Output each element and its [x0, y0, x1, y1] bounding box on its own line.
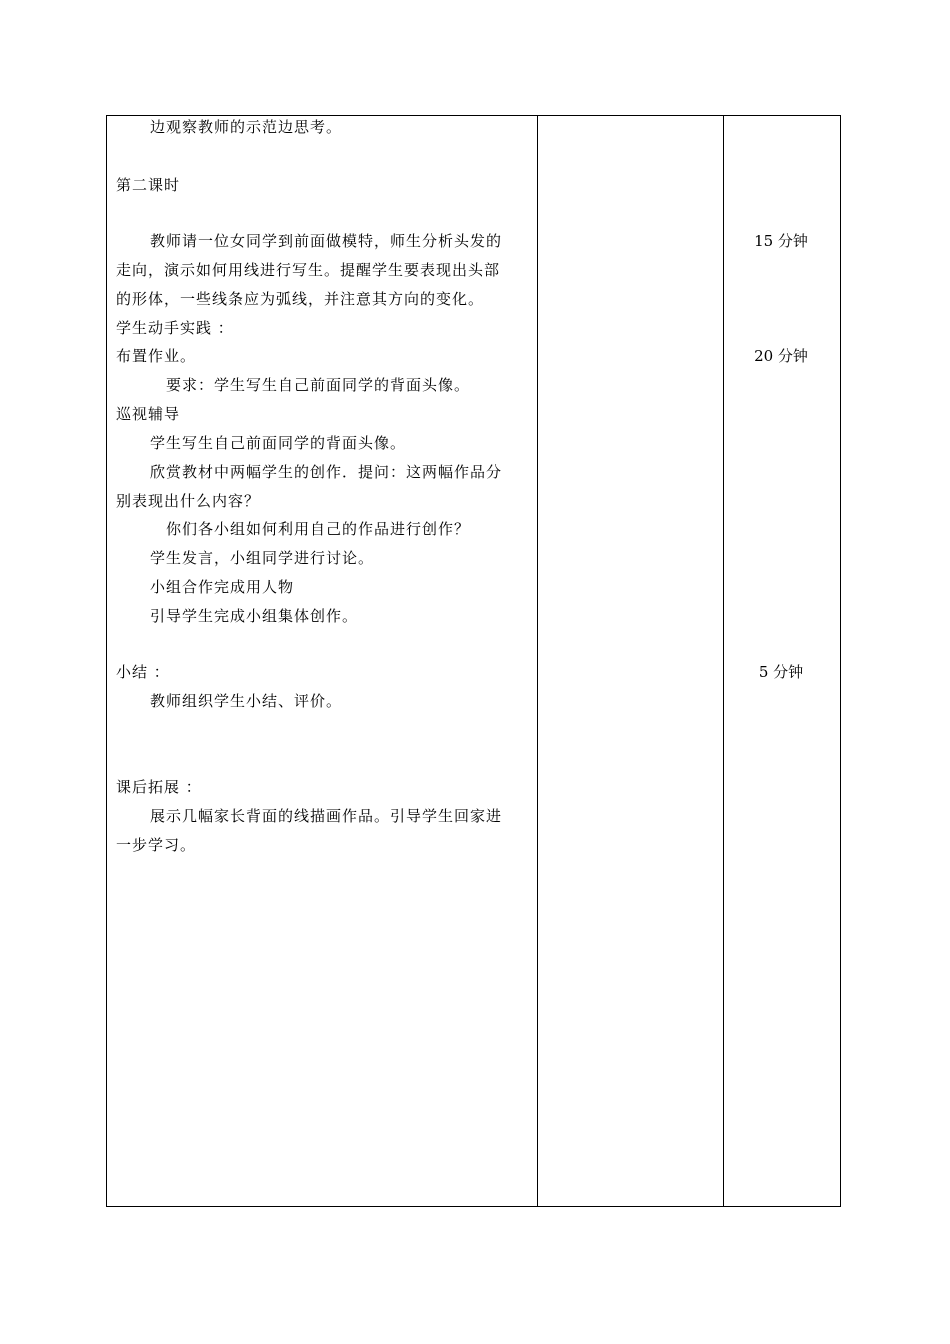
column-divider-2 — [723, 116, 724, 1206]
content-line: 要求：学生写生自己前面同学的背面头像。 — [166, 376, 471, 394]
section-heading-practice: 学生动手实践 ： — [116, 319, 234, 337]
content-line: 教师组织学生小结、评价。 — [150, 692, 343, 710]
content-line: 边观察教师的示范边思考。 — [150, 118, 343, 136]
content-line: 你们各小组如何利用自己的作品进行创作？ — [166, 520, 471, 538]
column-divider-1 — [537, 116, 538, 1206]
time-label: 15 分钟 — [754, 232, 808, 250]
content-line: 欣赏教材中两幅学生的创作．提问：这两幅作品分 — [150, 463, 503, 481]
section-heading-extension: 课后拓展 ： — [116, 778, 202, 796]
content-line: 一步学习。 — [116, 836, 197, 854]
content-line: 布置作业。 — [116, 347, 197, 365]
content-line: 展示几幅家长背面的线描画作品。引导学生回家进 — [150, 807, 503, 825]
content-line: 别表现出什么内容？ — [116, 492, 261, 510]
section-heading-second-period: 第二课时 — [116, 176, 181, 194]
content-line: 小组合作完成用人物 — [150, 578, 295, 596]
time-label: 20 分钟 — [754, 347, 808, 365]
content-line: 引导学生完成小组集体创作。 — [150, 607, 359, 625]
content-line: 巡视辅导 — [116, 405, 181, 423]
content-line: 教师请一位女同学到前面做模特，师生分析头发的 — [150, 232, 503, 250]
content-line: 学生发言，小组同学进行讨论。 — [150, 549, 375, 567]
content-line: 的形体，一些线条应为弧线，并注意其方向的变化。 — [116, 290, 485, 308]
content-line: 学生写生自己前面同学的背面头像。 — [150, 434, 407, 452]
time-label: 5 分钟 — [758, 663, 804, 681]
section-heading-summary: 小结 ： — [116, 663, 170, 681]
content-line: 走向，演示如何用线进行写生。提醒学生要表现出头部 — [116, 261, 501, 279]
